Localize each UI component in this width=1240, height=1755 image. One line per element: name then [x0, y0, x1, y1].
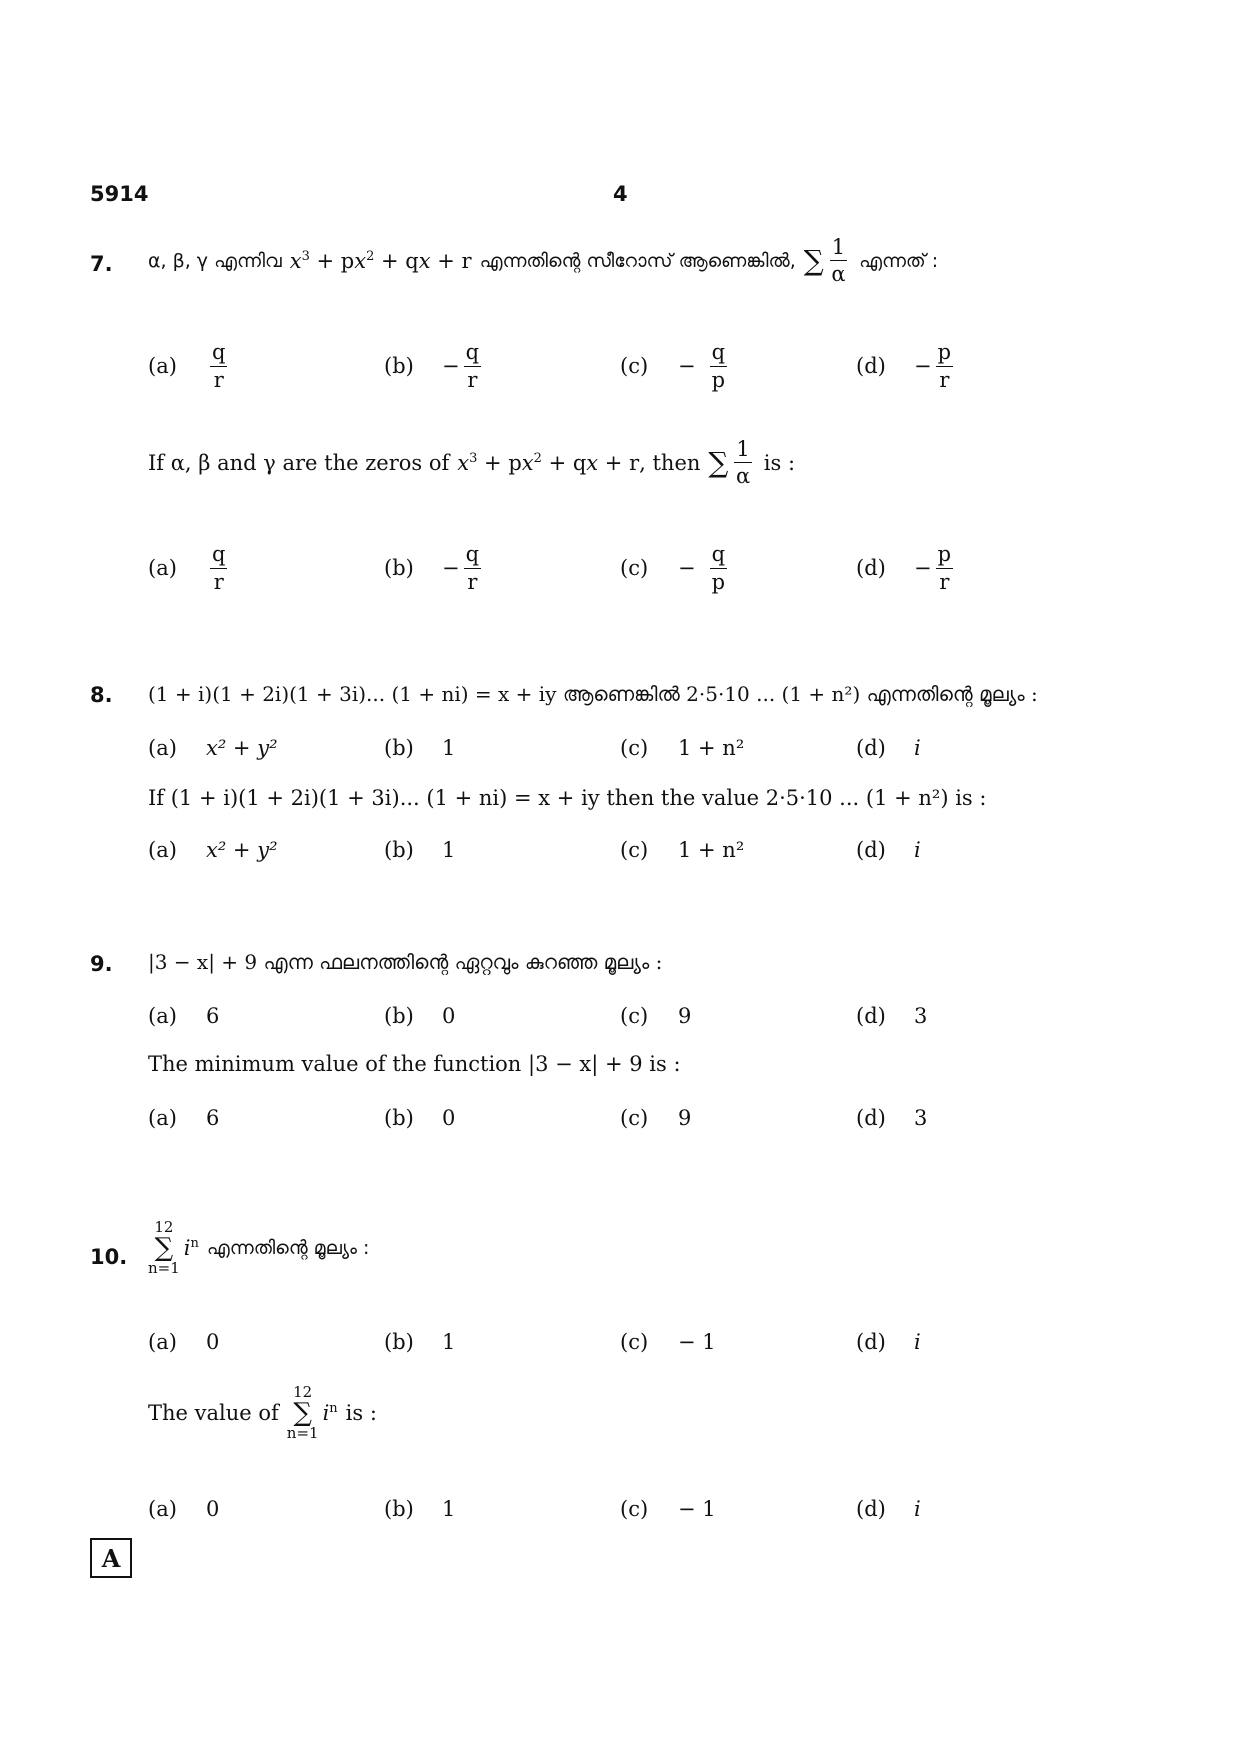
question-8-english: If (1 + i)(1 + 2i)(1 + 3i)... (1 + ni) = x + iy then the value 2·5·10 ... (1 + n²) is :	[148, 786, 987, 810]
question-7-malayalam	[148, 236, 938, 285]
q7-en-options	[148, 538, 1048, 598]
question-10-malayalam	[148, 1220, 369, 1276]
option-label: (c)	[620, 1004, 649, 1028]
option-label: (c)	[620, 838, 649, 862]
option-value: x² + y²	[206, 736, 278, 760]
option-value: 1	[442, 1497, 456, 1521]
q8-en-options	[148, 822, 1048, 878]
option-fraction: $\frac{q}{r}$	[465, 340, 480, 392]
option-a[interactable]	[148, 1090, 219, 1146]
option-value: − 1	[678, 1497, 716, 1521]
option-label: (a)	[148, 556, 177, 580]
question-10-english	[148, 1385, 377, 1441]
option-label: (c)	[620, 354, 649, 378]
option-c[interactable]	[620, 822, 744, 878]
option-label: (c)	[620, 1106, 649, 1130]
option-b[interactable]	[384, 988, 455, 1044]
sum-symbol: ∑	[708, 446, 729, 480]
option-label: (d)	[856, 736, 886, 760]
option-c[interactable]	[620, 1090, 691, 1146]
q10-en-term: $i^n$	[322, 1401, 338, 1425]
question-8-number: 8.	[90, 683, 113, 707]
option-label: (d)	[856, 1497, 886, 1521]
question-9-number: 9.	[90, 952, 113, 976]
option-d[interactable]	[856, 1090, 927, 1146]
q10-en-options	[148, 1481, 1048, 1537]
option-value: 6	[206, 1004, 220, 1028]
question-7-english	[148, 438, 795, 487]
option-fraction: $\frac{q}{p}$	[711, 340, 726, 392]
option-value: 9	[678, 1004, 692, 1028]
option-a[interactable]	[148, 1481, 219, 1537]
sum-lower-limit: n=1	[286, 1424, 319, 1442]
page-number: 4	[613, 182, 628, 206]
option-label: (d)	[856, 1330, 886, 1354]
question-9-english: The minimum value of the function |3 − x| + 9 is :	[148, 1052, 681, 1076]
option-a[interactable]	[148, 336, 231, 396]
option-label: (c)	[620, 556, 649, 580]
question-10-number: 10.	[90, 1245, 128, 1269]
option-c[interactable]	[620, 1481, 716, 1537]
q7-en-mid: , then	[639, 450, 701, 475]
option-value: i	[914, 1330, 921, 1354]
option-b[interactable]	[384, 538, 485, 598]
option-sign: −	[442, 556, 460, 580]
q9-en-options	[148, 1090, 1048, 1146]
q7-fraction: $\frac{1}{\alpha}$	[831, 235, 846, 287]
option-fraction: $\frac{q}{p}$	[711, 542, 726, 594]
option-b[interactable]	[384, 822, 455, 878]
option-value: 0	[442, 1004, 456, 1028]
option-label: (b)	[384, 1330, 414, 1354]
option-fraction: $\frac{p}{r}$	[937, 340, 952, 392]
q9-ml-options	[148, 988, 1048, 1044]
option-label: (c)	[620, 736, 649, 760]
option-value: x² + y²	[206, 838, 278, 862]
q10-en-end: is :	[345, 1401, 377, 1425]
option-fraction: $\frac{q}{r}$	[465, 542, 480, 594]
q10-ml-options	[148, 1314, 1048, 1370]
option-d[interactable]	[856, 822, 921, 878]
option-d[interactable]	[856, 538, 957, 598]
question-8-malayalam: (1 + i)(1 + 2i)(1 + 3i)... (1 + ni) = x + iy ആണെങ്കിൽ 2·5·10 ... (1 + n²) എന്നതിന്റെ മൂല്യം :	[148, 682, 1038, 706]
question-9-malayalam: |3 − x| + 9 എന്ന ഫലനത്തിന്റെ ഏറ്റവും കുറഞ്ഞ മൂല്യം :	[148, 950, 663, 974]
option-d[interactable]	[856, 988, 927, 1044]
option-label: (b)	[384, 838, 414, 862]
option-b[interactable]	[384, 1481, 455, 1537]
option-b[interactable]	[384, 1090, 455, 1146]
option-d[interactable]	[856, 336, 957, 396]
option-b[interactable]	[384, 336, 485, 396]
q7-ml-intro: α, β, γ എന്നിവ	[148, 249, 282, 272]
option-value: i	[914, 838, 921, 862]
option-sign: −	[914, 354, 932, 378]
q10-term: $i^n$	[183, 1236, 199, 1260]
option-b[interactable]	[384, 720, 455, 776]
option-value: i	[914, 736, 921, 760]
option-value: − 1	[678, 1330, 716, 1354]
option-label: (b)	[384, 736, 414, 760]
option-c[interactable]	[620, 1314, 716, 1370]
q7-en-end: is :	[763, 450, 796, 475]
sum-upper-limit: 12	[154, 1218, 174, 1236]
option-label: (b)	[384, 1004, 414, 1028]
option-value: 1 + n²	[678, 736, 745, 760]
option-value: 3	[914, 1106, 928, 1130]
q10-ml-end: എന്നതിന്റെ മൂല്യം :	[206, 1237, 370, 1259]
option-a[interactable]	[148, 538, 231, 598]
question-7-number: 7.	[90, 252, 113, 276]
option-sign: −	[914, 556, 932, 580]
option-c[interactable]	[620, 988, 691, 1044]
sum-symbol: 12 ∑ n=1	[148, 1218, 180, 1277]
option-label: (a)	[148, 354, 177, 378]
option-value: 1	[442, 1330, 456, 1354]
option-value: i	[914, 1497, 921, 1521]
q7-polynomial: $x^3 + px^2$ + qx + r	[289, 248, 472, 273]
option-label: (b)	[384, 556, 414, 580]
q7-ml-options	[148, 336, 1048, 396]
q8-ml-options	[148, 720, 1048, 776]
option-a[interactable]	[148, 822, 278, 878]
option-a[interactable]	[148, 988, 219, 1044]
option-label: (a)	[148, 838, 177, 862]
option-label: (d)	[856, 838, 886, 862]
option-label: (b)	[384, 354, 414, 378]
option-label: (a)	[148, 736, 177, 760]
q7-en-polynomial: $x^3 + px^2$ + qx + r	[457, 450, 640, 475]
option-label: (d)	[856, 556, 886, 580]
option-value: 1	[442, 838, 456, 862]
option-sign: −	[678, 556, 696, 580]
option-label: (a)	[148, 1106, 177, 1130]
option-fraction: $\frac{q}{r}$	[212, 340, 226, 392]
option-sign: −	[442, 354, 460, 378]
q10-en-intro: The value of	[148, 1401, 279, 1425]
q7-ml-mid: എന്നതിന്റെ സീറോസ് ആണെങ്കിൽ,	[479, 249, 796, 272]
series-box: A	[90, 1538, 132, 1578]
option-d[interactable]	[856, 1481, 921, 1537]
option-label: (b)	[384, 1106, 414, 1130]
option-sign: −	[678, 354, 696, 378]
option-label: (a)	[148, 1004, 177, 1028]
q7-en-intro: If α, β and γ are the zeros of	[148, 450, 450, 475]
option-label: (a)	[148, 1497, 177, 1521]
option-label: (a)	[148, 1330, 177, 1354]
option-value: 1	[442, 736, 456, 760]
option-value: 1 + n²	[678, 838, 745, 862]
option-d[interactable]	[856, 720, 921, 776]
option-d[interactable]	[856, 1314, 921, 1370]
sum-upper-limit: 12	[293, 1383, 313, 1401]
option-label: (c)	[620, 1330, 649, 1354]
sum-symbol: 12 ∑ n=1	[286, 1383, 319, 1442]
option-b[interactable]	[384, 1314, 455, 1370]
option-value: 0	[442, 1106, 456, 1130]
option-label: (d)	[856, 354, 886, 378]
paper-code: 5914	[90, 182, 149, 206]
q7-ml-end: എന്നത് :	[859, 249, 939, 272]
option-c[interactable]	[620, 336, 731, 396]
option-value: 0	[206, 1330, 220, 1354]
q7-en-fraction: $\frac{1}{\alpha}$	[736, 437, 751, 489]
option-value: 9	[678, 1106, 692, 1130]
option-value: 6	[206, 1106, 220, 1130]
option-a[interactable]	[148, 720, 278, 776]
option-fraction: $\frac{p}{r}$	[937, 542, 952, 594]
option-label: (c)	[620, 1497, 649, 1521]
option-a[interactable]	[148, 1314, 219, 1370]
sum-symbol: ∑	[803, 244, 824, 278]
option-value: 0	[206, 1497, 220, 1521]
option-value: 3	[914, 1004, 928, 1028]
option-label: (d)	[856, 1004, 886, 1028]
sum-lower-limit: n=1	[148, 1259, 180, 1277]
option-fraction: $\frac{q}{r}$	[212, 542, 226, 594]
option-label: (d)	[856, 1106, 886, 1130]
option-label: (b)	[384, 1497, 414, 1521]
option-c[interactable]	[620, 720, 744, 776]
option-c[interactable]	[620, 538, 731, 598]
